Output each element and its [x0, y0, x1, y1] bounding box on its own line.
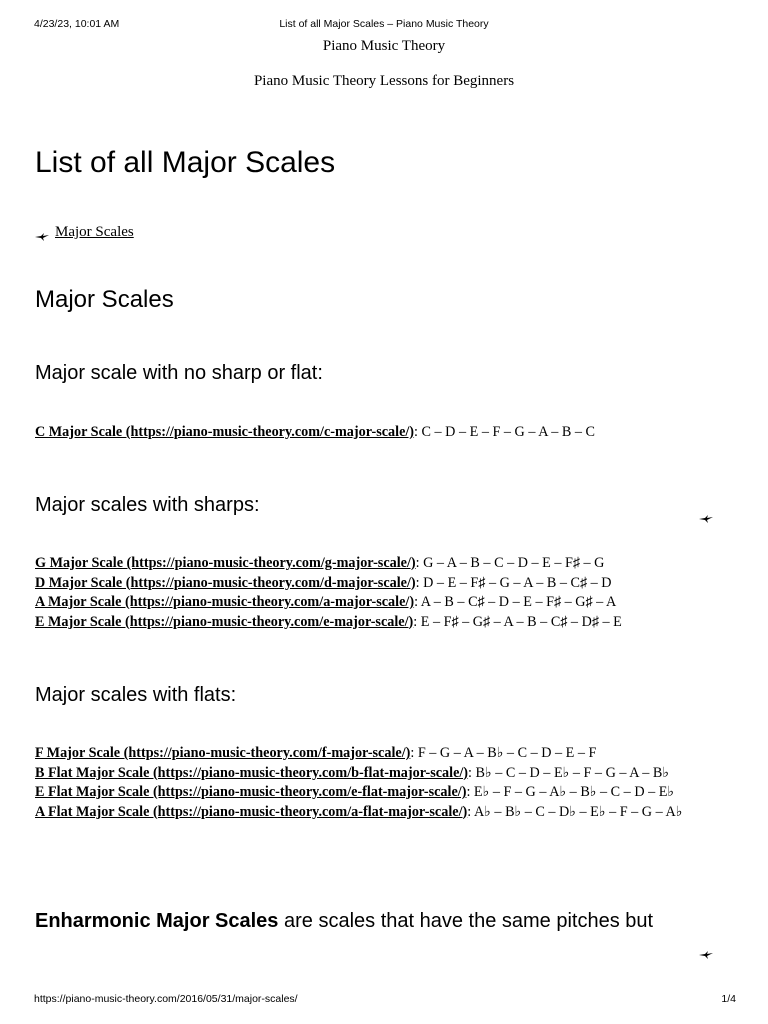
print-datetime: 4/23/23, 10:01 AM [34, 18, 120, 30]
list-natural [35, 423, 735, 443]
scale-link[interactable]: G Major Scale (https://piano-music-theory.com/g-major-scale/) [35, 555, 416, 571]
scale-notes: : C – D – E – F – G – A – B – C [414, 424, 595, 440]
list-item [35, 613, 735, 633]
breadcrumb-link-major-scales[interactable]: Major Scales [55, 224, 134, 240]
list-item [35, 554, 735, 574]
list-sharps [35, 554, 735, 632]
enharmonic-paragraph [35, 910, 755, 933]
site-name-text: Piano Music Theory [322, 38, 446, 54]
heading-flats: Major scales with flats: [35, 684, 237, 706]
site-tagline: Piano Music Theory Lessons for Beginners [253, 73, 515, 89]
page-title: List of all Major Scales [35, 146, 336, 179]
scale-notes: : A♭ – B♭ – C – D♭ – E♭ – F – G – A♭ [467, 803, 683, 820]
scale-notes: : E – F♯ – G♯ – A – B – C♯ – D♯ – E [413, 613, 622, 630]
heading-natural: Major scale with no sharp or flat: [35, 362, 323, 384]
scale-link[interactable]: A Major Scale (https://piano-music-theory.com/a-major-scale/) [35, 594, 415, 610]
bird-icon [699, 946, 713, 954]
scale-link[interactable]: A Flat Major Scale (https://piano-music-theory.com/a-flat-major-scale/) [35, 803, 468, 820]
scale-link[interactable]: D Major Scale (https://piano-music-theory.com/d-major-scale/) [35, 574, 416, 591]
list-item [35, 593, 735, 613]
enharmonic-text: are scales that have the same pitches but [278, 910, 654, 932]
scale-notes: : B♭ – C – D – E♭ – F – G – A – B♭ [468, 764, 670, 781]
list-flats [35, 744, 735, 822]
print-page-number: 1/4 [721, 993, 736, 1005]
breadcrumb [35, 224, 134, 241]
scale-notes: : F – G – A – B♭ – C – D – E – F [410, 745, 597, 761]
scale-link[interactable]: B Flat Major Scale (https://piano-music-theory.com/b-flat-major-scale/) [35, 764, 469, 781]
list-item [35, 423, 735, 443]
list-item [35, 803, 735, 823]
section-title: Major Scales [35, 286, 174, 313]
scale-notes: : G – A – B – C – D – E – F♯ – G [415, 555, 605, 571]
list-item [35, 744, 735, 764]
scale-notes: : D – E – F♯ – G – A – B – C♯ – D [415, 574, 612, 591]
scale-link[interactable]: E Major Scale (https://piano-music-theory.com/e-major-scale/) [35, 613, 414, 630]
list-item [35, 783, 735, 803]
scale-link[interactable]: F Major Scale (https://piano-music-theory.com/f-major-scale/) [35, 745, 411, 761]
list-item [35, 764, 735, 784]
scale-notes: : A – B – C♯ – D – E – F♯ – G♯ – A [414, 594, 617, 610]
bird-icon [35, 229, 49, 237]
heading-sharps: Major scales with sharps: [35, 494, 260, 516]
scale-link[interactable]: C Major Scale (https://piano-music-theory.com/c-major-scale/) [35, 424, 415, 440]
list-item [35, 574, 735, 594]
print-page-title: List of all Major Scales – Piano Music Theory [279, 18, 489, 30]
scale-link[interactable]: E Flat Major Scale (https://piano-music-theory.com/e-flat-major-scale/) [35, 784, 467, 800]
print-header [0, 18, 768, 32]
print-url: https://piano-music-theory.com/2016/05/31/major-scales/ [34, 993, 298, 1005]
scale-notes: : E♭ – F – G – A♭ – B♭ – C – D – E♭ [466, 784, 675, 800]
enharmonic-bold: Enharmonic Major Scales [35, 910, 279, 932]
bird-icon [699, 510, 713, 518]
site-name[interactable] [0, 38, 768, 55]
